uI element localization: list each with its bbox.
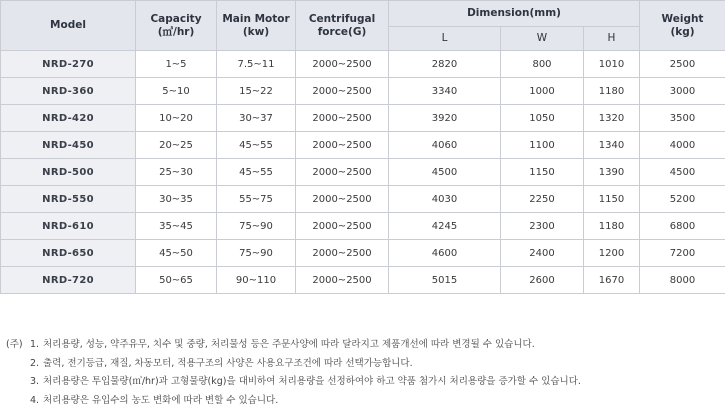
header-centrifugal: [296, 1, 389, 51]
table-row: [1, 213, 725, 240]
cell-capacity: 30~35: [136, 186, 217, 213]
header-model: Model: [1, 1, 136, 51]
cell-motor: 55~75: [217, 186, 296, 213]
cell-width: 1000: [501, 78, 584, 105]
table-row: [1, 132, 725, 159]
cell-width: 800: [501, 51, 584, 78]
table-row: [1, 267, 725, 294]
header-dim-w: W: [501, 27, 584, 51]
header-dimension: Dimension(mm): [389, 1, 640, 27]
cell-model: NRD-270: [1, 51, 136, 78]
cell-width: 2400: [501, 240, 584, 267]
cell-centrifugal-force: 2000~2500: [296, 267, 389, 294]
cell-model: NRD-420: [1, 105, 136, 132]
cell-length: 4245: [389, 213, 501, 240]
header-capacity-unit: (㎥/hr): [136, 26, 216, 39]
cell-motor: 75~90: [217, 213, 296, 240]
cell-width: 1050: [501, 105, 584, 132]
cell-motor: 90~110: [217, 267, 296, 294]
note-number: 2.: [30, 355, 43, 374]
note-3: [6, 373, 721, 392]
header-capacity-label: Capacity: [136, 13, 216, 26]
cell-motor: 45~55: [217, 159, 296, 186]
cell-centrifugal-force: 2000~2500: [296, 78, 389, 105]
notes: [6, 336, 721, 410]
table-row: [1, 159, 725, 186]
header-weight: [640, 1, 725, 51]
note-number: 3.: [30, 373, 43, 392]
cell-weight: 3000: [640, 78, 725, 105]
cell-weight: 7200: [640, 240, 725, 267]
cell-capacity: 25~30: [136, 159, 217, 186]
header-weight-unit: (kg): [640, 26, 725, 39]
cell-length: 4060: [389, 132, 501, 159]
cell-width: 1150: [501, 159, 584, 186]
header-dim-h: H: [584, 27, 640, 51]
note-4: [6, 392, 721, 410]
cell-capacity: 10~20: [136, 105, 217, 132]
cell-length: 4500: [389, 159, 501, 186]
cell-weight: 6800: [640, 213, 725, 240]
note-2: [6, 355, 721, 374]
cell-centrifugal-force: 2000~2500: [296, 186, 389, 213]
cell-capacity: 1~5: [136, 51, 217, 78]
cell-height: 1320: [584, 105, 640, 132]
cell-height: 1340: [584, 132, 640, 159]
header-motor-label: Main Motor: [217, 13, 295, 26]
cell-height: 1200: [584, 240, 640, 267]
cell-capacity: 50~65: [136, 267, 217, 294]
header-dim-l: L: [389, 27, 501, 51]
cell-length: 5015: [389, 267, 501, 294]
cell-height: 1390: [584, 159, 640, 186]
cell-motor: 15~22: [217, 78, 296, 105]
cell-height: 1010: [584, 51, 640, 78]
cell-model: NRD-650: [1, 240, 136, 267]
cell-capacity: 5~10: [136, 78, 217, 105]
header-weight-label: Weight: [640, 13, 725, 26]
cell-length: 4600: [389, 240, 501, 267]
table-row: [1, 105, 725, 132]
spec-table-body: [1, 51, 725, 294]
cell-weight: 5200: [640, 186, 725, 213]
cell-motor: 75~90: [217, 240, 296, 267]
cell-width: 2250: [501, 186, 584, 213]
cell-centrifugal-force: 2000~2500: [296, 51, 389, 78]
cell-model: NRD-450: [1, 132, 136, 159]
cell-weight: 2500: [640, 51, 725, 78]
cell-weight: 4500: [640, 159, 725, 186]
cell-capacity: 35~45: [136, 213, 217, 240]
cell-length: 2820: [389, 51, 501, 78]
cell-centrifugal-force: 2000~2500: [296, 213, 389, 240]
cell-height: 1670: [584, 267, 640, 294]
cell-centrifugal-force: 2000~2500: [296, 159, 389, 186]
cell-weight: 4000: [640, 132, 725, 159]
note-number: 1.: [30, 336, 43, 355]
cell-weight: 8000: [640, 267, 725, 294]
header-centrifugal-label: Centrifugal: [296, 13, 388, 26]
cell-capacity: 20~25: [136, 132, 217, 159]
table-row: [1, 51, 725, 78]
cell-weight: 3500: [640, 105, 725, 132]
cell-height: 1150: [584, 186, 640, 213]
cell-centrifugal-force: 2000~2500: [296, 240, 389, 267]
cell-capacity: 45~50: [136, 240, 217, 267]
cell-model: NRD-360: [1, 78, 136, 105]
note-text: 처리용량은 유입수의 농도 변화에 따라 변할 수 있습니다.: [43, 395, 278, 406]
header-motor-unit: (kw): [217, 26, 295, 39]
header-centrifugal-unit: force(G): [296, 26, 388, 39]
cell-length: 4030: [389, 186, 501, 213]
cell-model: NRD-610: [1, 213, 136, 240]
table-row: [1, 240, 725, 267]
cell-motor: 45~55: [217, 132, 296, 159]
note-prefix: (주): [6, 336, 30, 355]
cell-width: 1100: [501, 132, 584, 159]
cell-centrifugal-force: 2000~2500: [296, 105, 389, 132]
header-capacity: [136, 1, 217, 51]
cell-width: 2600: [501, 267, 584, 294]
cell-length: 3920: [389, 105, 501, 132]
note-text: 출력, 전기등급, 재질, 차동모터, 적용구조의 사양은 사용요구조건에 따라 선택가능합니다.: [43, 358, 413, 369]
cell-height: 1180: [584, 213, 640, 240]
cell-height: 1180: [584, 78, 640, 105]
cell-model: NRD-500: [1, 159, 136, 186]
cell-model: NRD-550: [1, 186, 136, 213]
table-row: [1, 186, 725, 213]
cell-model: NRD-720: [1, 267, 136, 294]
cell-motor: 30~37: [217, 105, 296, 132]
cell-length: 3340: [389, 78, 501, 105]
header-motor: [217, 1, 296, 51]
table-row: [1, 78, 725, 105]
note-1: [6, 336, 721, 355]
cell-centrifugal-force: 2000~2500: [296, 132, 389, 159]
note-number: 4.: [30, 392, 43, 410]
note-text: 처리용량, 성능, 약주유무, 치수 및 중량, 처리물성 등은 주문사양에 따라 달라지고 제품개선에 따라 변경될 수 있습니다.: [43, 339, 535, 350]
note-text: 처리용량은 투입물량(㎥/hr)과 고형물량(kg)을 대비하여 처리용량을 선정하여야 하고 약품 첨가시 처리용량을 증가할 수 있습니다.: [43, 376, 581, 387]
cell-width: 2300: [501, 213, 584, 240]
cell-motor: 7.5~11: [217, 51, 296, 78]
